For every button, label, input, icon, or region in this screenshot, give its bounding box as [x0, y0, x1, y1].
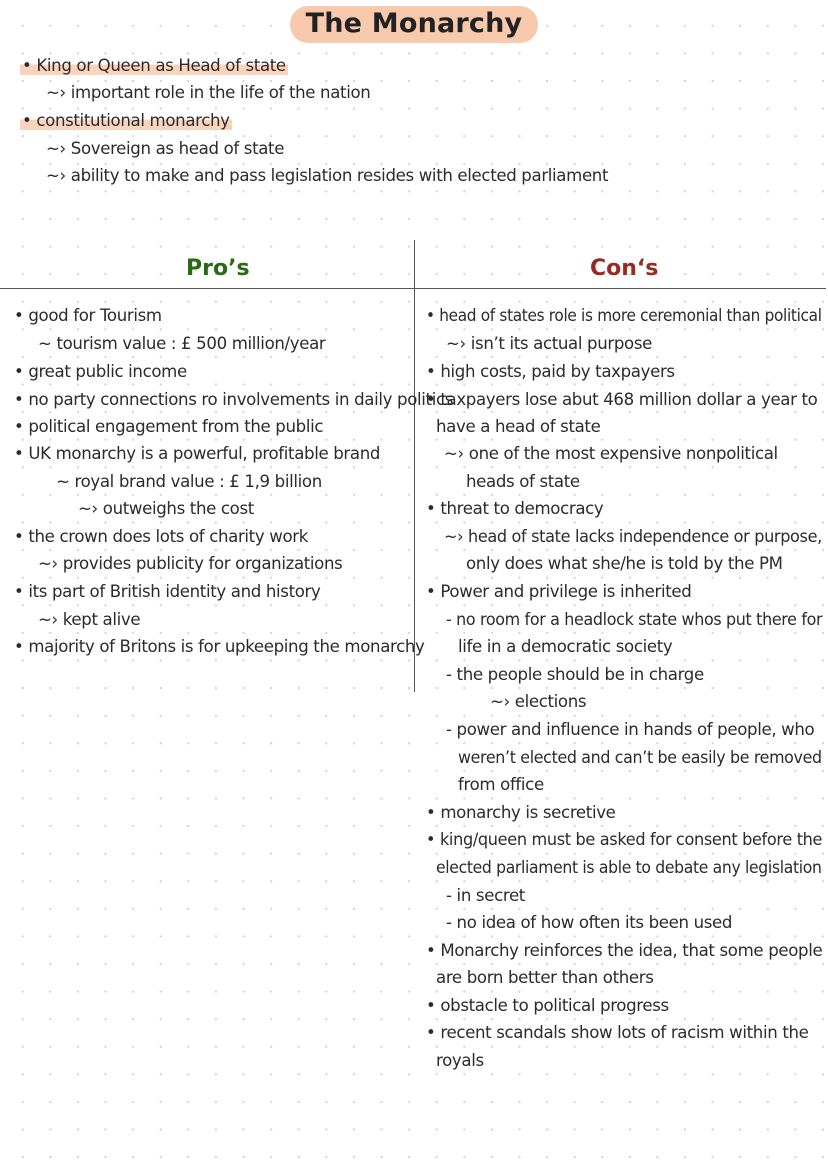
pro-item: • no party connections ro involvements in daily politics	[14, 390, 454, 409]
con-item: are born better than others	[436, 968, 654, 987]
cons-heading: Con‘s	[590, 256, 659, 281]
con-item: - power and influence in hands of people, who	[446, 720, 815, 739]
pro-item: • UK monarchy is a powerful, profitable brand	[14, 444, 381, 463]
pro-item: • political engagement from the public	[14, 417, 324, 436]
con-item: royals	[436, 1051, 484, 1070]
intro-line-text: ~› ability to make and pass legislation resides with elected parliament	[46, 166, 609, 185]
intro-line-text: ~› Sovereign as head of state	[46, 139, 285, 158]
pro-item: • great public income	[14, 362, 187, 381]
con-item: only does what she/he is told by the PM	[466, 554, 783, 573]
intro-line	[20, 56, 288, 76]
intro-line	[46, 166, 608, 186]
con-item: from office	[458, 775, 544, 794]
con-item: heads of state	[466, 472, 580, 491]
column-divider	[414, 240, 415, 692]
con-item: • high costs, paid by taxpayers	[426, 362, 675, 381]
con-item: ~› isn’t its actual purpose	[446, 334, 653, 353]
intro-line	[20, 111, 232, 131]
con-item: • king/queen must be asked for consent before the	[426, 830, 823, 849]
con-item: • obstacle to political progress	[426, 996, 669, 1015]
con-item: - in secret	[446, 886, 525, 905]
con-item: • recent scandals show lots of racism within the	[426, 1023, 809, 1042]
intro-line	[46, 139, 284, 159]
con-item: ~› head of state lacks independence or purpose,	[444, 527, 822, 546]
pro-item: • its part of British identity and history	[14, 582, 321, 601]
con-item: elected parliament is able to debate any legislation	[436, 858, 822, 877]
page-title: The Monarchy	[290, 6, 539, 43]
pro-item: ~› provides publicity for organizations	[38, 554, 343, 573]
pro-item: • majority of Britons is for upkeeping the monarchy	[14, 637, 425, 656]
intro-line-text: • King or Queen as Head of state	[22, 56, 286, 75]
pro-item: ~ tourism value : £ 500 million/year	[38, 334, 326, 353]
con-item: - no room for a headlock state whos put there for	[446, 610, 823, 629]
con-item: • taxpayers lose abut 468 million dollar a year to	[426, 390, 818, 409]
intro-line-text: • constitutional monarchy	[22, 111, 230, 130]
con-item: - the people should be in charge	[446, 665, 704, 684]
con-item: • Monarchy reinforces the idea, that some people	[426, 941, 823, 960]
con-item: weren’t elected and can’t be easily be removed	[458, 748, 822, 767]
con-item: • Power and privilege is inherited	[426, 582, 692, 601]
pro-item: • good for Tourism	[14, 306, 162, 325]
pro-item: ~› outweighs the cost	[78, 499, 254, 518]
con-item: ~› one of the most expensive nonpolitical	[444, 444, 778, 463]
intro-line	[46, 83, 370, 103]
intro-line-text: ~› important role in the life of the nation	[46, 83, 371, 102]
pro-item: ~› kept alive	[38, 610, 141, 629]
con-item: have a head of state	[436, 417, 601, 436]
con-item: • head of states role is more ceremonial than political	[426, 306, 822, 325]
pros-heading: Pro’s	[186, 256, 250, 281]
pro-item: • the crown does lots of charity work	[14, 527, 308, 546]
con-item: - no idea of how often its been used	[446, 913, 733, 932]
con-item: • monarchy is secretive	[426, 803, 616, 822]
pro-item: ~ royal brand value : £ 1,9 billion	[56, 472, 322, 491]
con-item: • threat to democracy	[426, 499, 604, 518]
con-item: life in a democratic society	[458, 637, 673, 656]
con-item: ~› elections	[490, 692, 587, 711]
header-divider	[0, 288, 826, 289]
